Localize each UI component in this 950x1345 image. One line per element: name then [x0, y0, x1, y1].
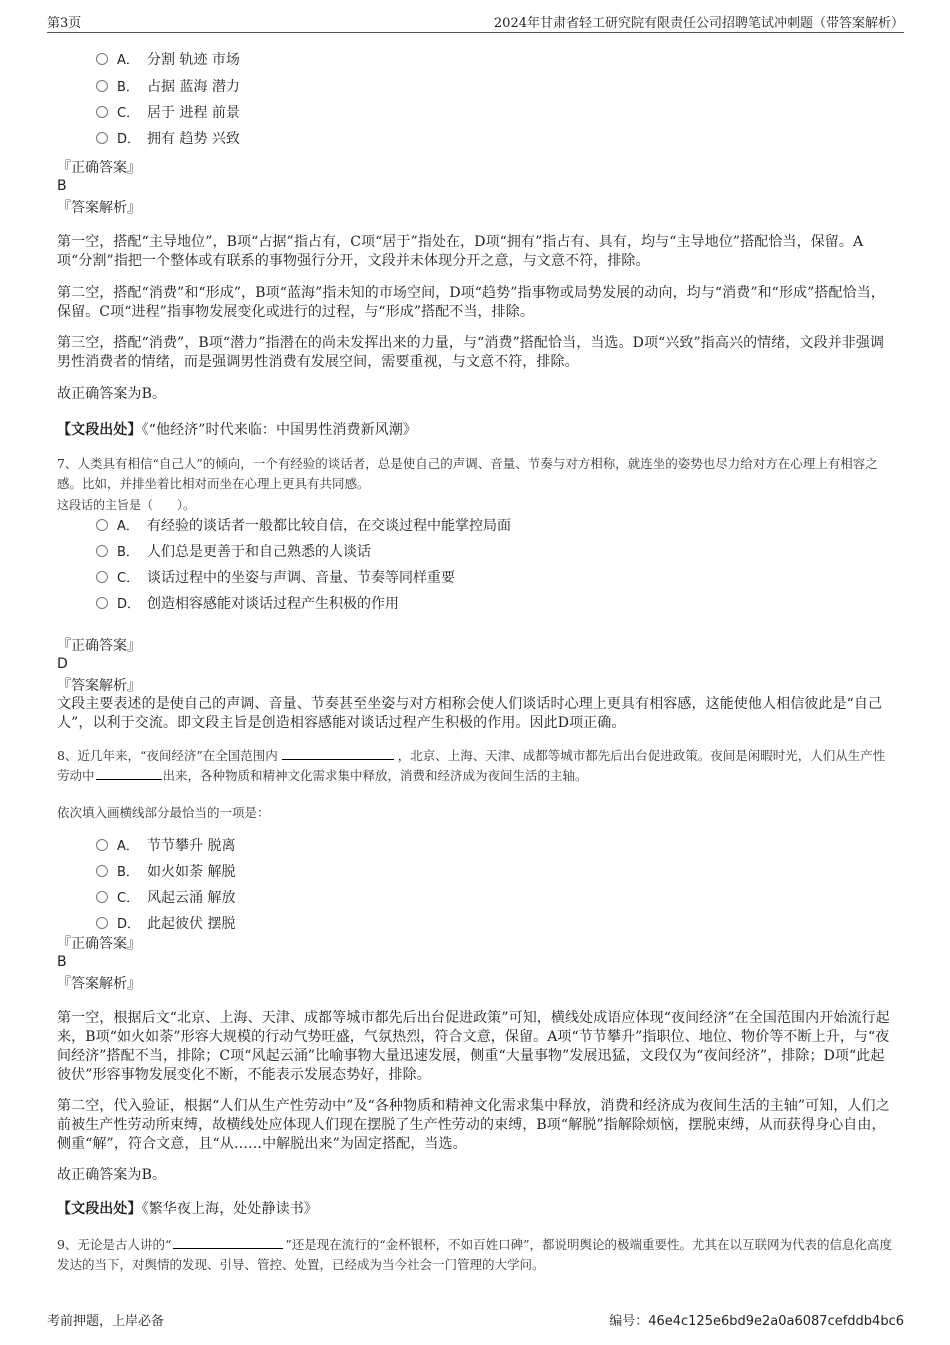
q6-analysis-paragraph: 第一空，搭配“主导地位”，B项“占据”指占有，C项“居于”指处在，D项“拥有”指占有、具有，均与“主导地位”搭配恰当，保留。A项“分割”指把一个整体或有联系的事物强行分开，文段并未体现分开之意，与文意不符，排除。	[57, 234, 864, 269]
radio-icon[interactable]	[96, 917, 108, 929]
radio-icon[interactable]	[96, 519, 108, 531]
q7-option-b[interactable]: B． 人们总是更善于和自己熟悉的人谈话	[96, 542, 371, 562]
fill-blank[interactable]	[173, 1236, 283, 1249]
q8-option-c[interactable]: C． 风起云涌 解放	[96, 888, 235, 908]
q7-question: 这段话的主旨是（ ）。	[57, 498, 196, 512]
q8-prompt: 依次填入画横线部分最恰当的一项是：	[57, 805, 270, 820]
fill-blank[interactable]	[96, 767, 162, 780]
radio-icon[interactable]	[96, 80, 108, 92]
q8-option-a[interactable]: A． 节节攀升 脱离	[96, 836, 235, 856]
radio-icon[interactable]	[96, 571, 108, 583]
q8-source	[57, 1200, 893, 1219]
source-label: 【文段出处】	[57, 422, 142, 438]
q6-analysis-label: 『答案解析』	[57, 200, 141, 216]
q7-analysis-label: 『答案解析』	[57, 678, 141, 694]
radio-icon[interactable]	[96, 132, 108, 144]
q6-conclusion: 故正确答案为B。	[57, 386, 167, 402]
radio-icon[interactable]	[96, 106, 108, 118]
q8-option-d[interactable]: D． 此起彼伏 摆脱	[96, 914, 235, 934]
q8-option-b[interactable]: B． 如火如荼 解脱	[96, 862, 235, 882]
q8-answer-label: 『正确答案』	[57, 936, 141, 952]
radio-icon[interactable]	[96, 839, 108, 851]
source-label: 【文段出处】	[57, 1201, 142, 1217]
q8-analysis-paragraph: 第一空，根据后文“北京、上海、天津、成都等城市都先后出台促进政策”可知，横线处成语应体现“夜间经济”在全国范围内开始流行起来，B项“如火如荼”形容大规模的行动气势旺盛，气氛热烈，符合文意，保留。A项“节节攀升”指职位、地位、物价等不断上升，与“夜间经济”搭配不当，排除；C项“风起云涌”比喻事物大量迅速发展，侧重“大量事物”发展迅猛，文段仅为“夜间经济”，排除；D项“此起彼伏”形容事物发展变化不断，不能表示发展态势好，排除。	[57, 1010, 890, 1083]
q8-analysis-paragraph: 第二空，代入验证，根据“人们从生产性劳动中”及“各种物质和精神文化需求集中释放，消费和经济成为夜间生活的主轴”可知，人们之前被生产性劳动所束缚，故横线处应体现人们现在摆脱了生产性劳动的束缚，B项“解脱”指解除烦恼，摆脱束缚，从而获得身心自由，侧重“解”，符合文意，且“从……中解脱出来”为固定搭配，当选。	[57, 1098, 890, 1152]
page-header	[47, 10, 904, 33]
q6-analysis-paragraph: 第二空，搭配“消费”和“形成”，B项“蓝海”指未知的市场空间，D项“趋势”指事物或局势发展的动向，均与“消费”和“形成”搭配恰当，保留。C项“进程”指事物发展变化或进行的过程，与“形成”搭配不当，排除。	[57, 285, 885, 320]
radio-icon[interactable]	[96, 597, 108, 609]
page-number: 第3页	[47, 16, 82, 31]
q8-analysis-label: 『答案解析』	[57, 976, 141, 992]
q6-option-a[interactable]: A． 分割 轨迹 市场	[96, 50, 240, 70]
source-text: 《繁华夜上海，处处静读书》	[141, 1201, 318, 1217]
q6-option-b[interactable]: B． 占据 蓝海 潜力	[96, 77, 240, 97]
fill-blank[interactable]	[282, 747, 394, 760]
q8-stem: 8、近几年来，“夜间经济”在全国范围内 ，北京、上海、天津、成都等城市都先后出台促进政策。夜间是闲暇时光，人们从生产性劳动中 出来，各种物质和精神文化需求集中释放，消费和经济成为夜间生活的主轴。	[57, 748, 886, 783]
footer-slogan: 考前押题，上岸必备	[47, 1314, 165, 1329]
q6-answer: B	[57, 178, 67, 194]
q6-answer-label: 『正确答案』	[57, 160, 141, 176]
q6-option-c[interactable]: C． 居于 进程 前景	[96, 103, 240, 123]
source-text: 《“他经济”时代来临：中国男性消费新风潮》	[141, 422, 418, 438]
q7-option-d[interactable]: D． 创造相容感能对谈话过程产生积极的作用	[96, 594, 399, 614]
q7-analysis-paragraph: 文段主要表述的是使自己的声调、音量、节奏甚至坐姿与对方相称会使人们谈话时心理上更具有相容感，这能使他人相信彼此是“自己人”，以利于交流。即文段主旨是创造相容感能对谈话过程产生积极的作用。因此D项正确。	[57, 696, 883, 731]
q6-source	[57, 421, 893, 440]
q8-answer: B	[57, 954, 67, 970]
radio-icon[interactable]	[96, 891, 108, 903]
q7-answer: D	[57, 656, 68, 672]
q9-stem: 9、无论是古人讲的“ ”还是现在流行的“金杯银杯，不如百姓口碑”，都说明舆论的极端重要性。尤其在以互联网为代表的信息化高度发达的当下，对舆情的发现、引导、管控、处置，已经成为当今社会一门管理的大学问。	[57, 1237, 893, 1272]
q6-option-d[interactable]: D． 拥有 趋势 兴致	[96, 129, 240, 149]
q8-conclusion: 故正确答案为B。	[57, 1167, 167, 1183]
q7-stem: 7、人类具有相信“自己人”的倾向，一个有经验的谈话者，总是使自己的声调、音量、节奏与对方相称，就连坐的姿势也尽力给对方在心理上有相容之感。比如，并排坐着比相对而坐在心理上更具有共同感。	[57, 456, 878, 491]
q7-answer-label: 『正确答案』	[57, 638, 141, 654]
radio-icon[interactable]	[96, 545, 108, 557]
radio-icon[interactable]	[96, 53, 108, 65]
q7-option-c[interactable]: C． 谈话过程中的坐姿与声调、音量、节奏等同样重要	[96, 568, 455, 588]
document-title: 2024年甘肃省轻工研究院有限责任公司招聘笔试冲刺题（带答案解析）	[493, 16, 904, 31]
q6-analysis-paragraph: 第三空，搭配“消费”，B项“潜力”指潜在的尚未发挥出来的力量，与“消费”搭配恰当，当选。D项“兴致”指高兴的情绪，文段并非强调男性消费者的情绪，而是强调男性消费有发展空间，需要重视，与文意不符，排除。	[57, 335, 885, 370]
q7-option-a[interactable]: A． 有经验的谈话者一般都比较自信，在交谈过程中能掌控局面	[96, 516, 511, 536]
document-code: 编号：46e4c125e6bd9e2a0a6087cefddb4bc6	[609, 1314, 904, 1329]
radio-icon[interactable]	[96, 865, 108, 877]
